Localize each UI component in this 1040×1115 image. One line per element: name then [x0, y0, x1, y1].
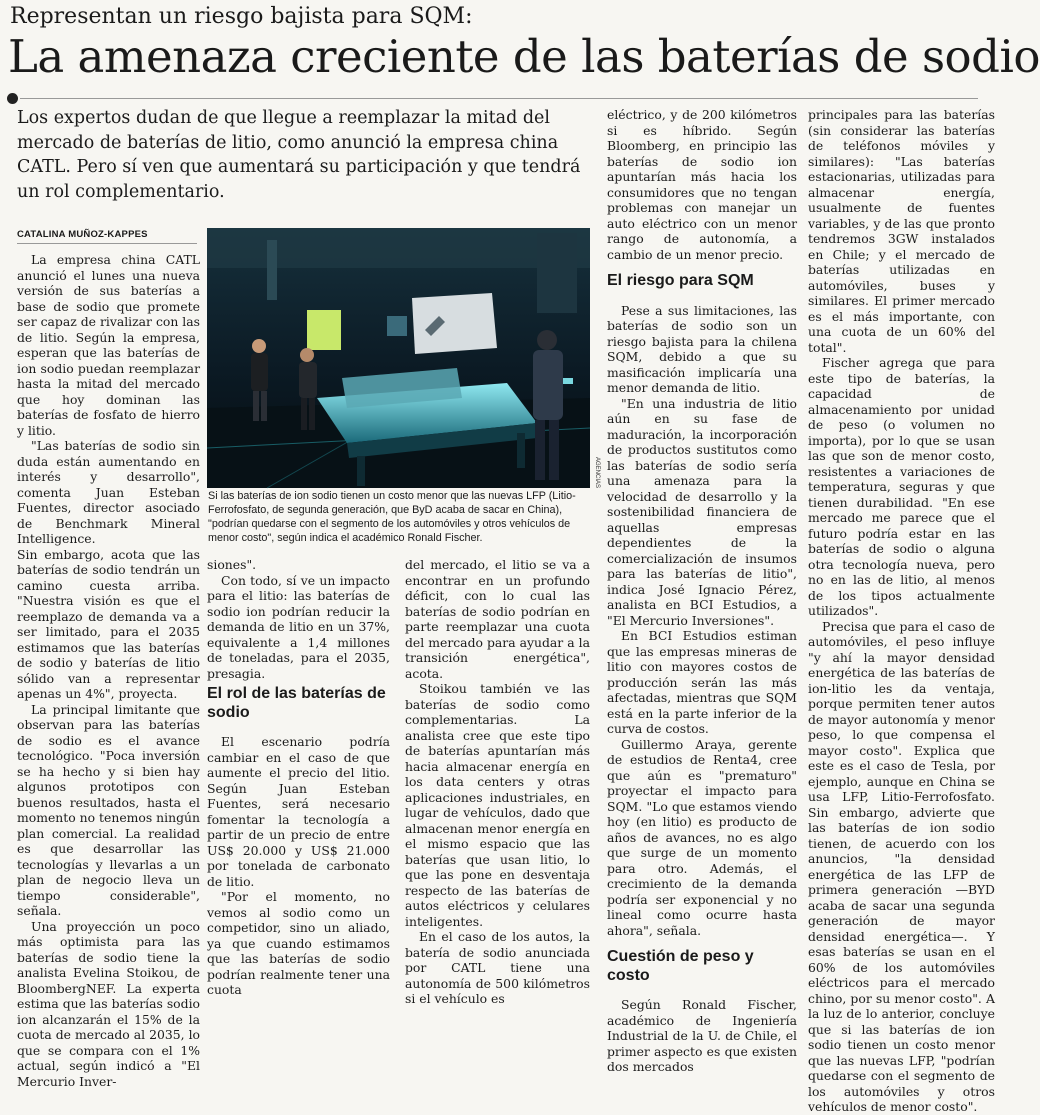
showroom-illustration	[207, 228, 590, 488]
paragraph: "Por el momento, no vemos al sodio como un competidor, sino un aliado, ya que cuando estimamos que las baterías de sodio podrían realmente tener una cuota	[207, 889, 390, 997]
paragraph: En BCI Estudios estiman que las empresas mineras de litio con mayores costos de producción serán las más afectadas, mientras que SQM está en la parte inferior de la curva de costos.	[607, 628, 797, 736]
paragraph: El escenario podría cambiar en el caso de que aumente el precio del litio. Según Juan Esteban Fuentes, será necesario fomentar la tecnología a partir de un precio de entre US$ 20.000 y US$ 21.000 por tonelada de carbonato de litio.	[207, 734, 390, 889]
paragraph: Fischer agrega que para este tipo de baterías, la capacidad de almacenamiento por unidad de peso (o volumen no importa), por lo que se usan las que son de menor costo, resistentes a variaciones de temperatura, seguras y que tienen durabilidad. "En ese mercado me parece que el futuro podría estar en las baterías de sodio o alguna otra tecnología nueva, pero no en las de litio, al menos de los tipos actualmente utilizados".	[808, 355, 995, 618]
subheading: Cuestión de peso y costo	[607, 948, 754, 984]
subheading: El rol de las baterías de sodio	[207, 685, 386, 721]
paragraph: eléctrico, y de 200 kilómetros si es híbrido. Según Bloomberg, en principio las baterías de sodio ion apuntarían más hacia los consumidores que no tengan problemas con manejar un auto eléctrico con un menor rango de autonomía, a cambio de un menor precio.	[607, 107, 797, 262]
column-5	[808, 107, 995, 1114]
column-2	[207, 557, 390, 997]
headline-divider	[20, 98, 978, 99]
paragraph: Una proyección un poco más optimista para las baterías de sodio tiene la analista Evelina Stoikou, de BloombergNEF. La experta estima que las baterías sodio ion alcanzarán el 15% de la cuota de mercado al 2035, lo que se compara con el 1% actual, según indicó a "El Mercurio Inver-	[17, 918, 200, 1089]
paragraph: Con todo, sí ve un impacto para el litio: las baterías de sodio ion podrían reducir la demanda de litio en un 37%, equivalente a 1,4 millones de toneladas, para el 2035, presagia.	[207, 572, 390, 681]
paragraph: Precisa que para el caso de automóviles, el peso influye "y ahí la mayor densidad energética de las baterías de ion-litio les da ventaja, porque permiten tener autos de mayor autonomía y menor peso, lo que compensa el mayor costo". Explica que este es el caso de Tesla, por ejemplo, aunque en China se usa LFP, Litio-Ferrofosfato. Sin embargo, advierte que las baterías de ion sodio tienen, de acuerdo con los anuncios, "la densidad energética de las LFP de primera generación —BYD acaba de sacar una segunda generación de mayor densidad energética—. Y esas baterías se usan en el 60% de los automóviles eléctricos para el mercado chino, por su menor costo". A la luz de lo anterior, concluye que si las baterías de ion sodio tienen un costo menor que las nuevas LFP, "podrían quedarse con el segmento de los automóviles y otros vehículos de menor costo".	[808, 618, 995, 1114]
paragraph: Según Ronald Fischer, académico de Ingeniería Industrial de la U. de Chile, el primer aspecto es que existen dos mercados	[607, 997, 797, 1074]
paragraph: Guillermo Araya, gerente de estudios de Renta4, cree que aún es "prematuro" proyectar el impacto para SQM. "Lo que estamos viendo hoy (en litio) es producto de años de avances, no es algo que surge de un momento para otro. Además, el crecimiento de la demanda podría ser exponencial y no lineal como ocurre hasta ahora", señala.	[607, 736, 797, 938]
deck: Los expertos dudan de que llegue a reemplazar la mitad del mercado de baterías de litio, como anunció la empresa china CATL. Pero sí ven que aumentará su participación y que tendrá un rol complementario.	[17, 108, 581, 202]
column-1	[17, 252, 200, 1089]
paragraph: Sin embargo, acota que las baterías de sodio tendrán un camino cuesta arriba. "Nuestra visión es que el reemplazo de demanda va a ser limitado, para el 2035 estimamos que las baterías de sodio y baterías de litio sólido van a representar apenas un 4%", proyecta.	[17, 546, 200, 701]
headline-bullet-icon	[7, 93, 18, 104]
paragraph: En el caso de los autos, la batería de sodio anunciada por CATL tiene una autonomía de 500 kilómetros si el vehículo es	[405, 929, 590, 1006]
byline: CATALINA MUÑOZ-KAPPES	[17, 229, 197, 244]
paragraph: "Las baterías de sodio sin duda están aumentando en interés y desarrollo", comenta Juan Esteban Fuentes, director asociado de Benchmark Mineral Intelligence.	[17, 438, 200, 546]
paragraph: Stoikou también ve las baterías de sodio como complementarias. La analista cree que este tipo de baterías apuntarían más hacia almacenar energía en los data centers y otras aplicaciones industriales, en lugar de vehículos, dado que almacenan menor energía en el mismo espacio que las baterías que usan litio, lo que las pone en desventaja respecto de las baterías de autos eléctricos y celulares inteligentes.	[405, 681, 590, 929]
photo-credit: AGENCIAS	[594, 456, 600, 488]
article-photo	[207, 228, 590, 488]
kicker: Representan un riesgo bajista para SQM:	[10, 4, 473, 29]
paragraph: La principal limitante que observan para las baterías de sodio es el avance tecnológico. "Poca inversión se ha hecho y si bien hay algunos prototipos con buenos resultados, hasta el momento no tenemos ningún plan comercial. La realidad es que desarrollar las tecnologías y llevarlas a un plan de negocio lleva un tiempo considerable", señala.	[17, 701, 200, 918]
paragraph: "En una industria de litio aún en su fase de maduración, la incorporación de productos sustitutos como las baterías de sodio sería una amenaza para la velocidad de desarrollo y la sostenibilidad financiera de aquellas empresas dependientes de la comercialización de insumos para las baterías de litio", indica José Ignacio Pérez, analista en BCI Estudios, a "El Mercurio Inversiones".	[607, 395, 797, 628]
column-3	[405, 557, 590, 1006]
headline: La amenaza creciente de las baterías de sodio	[8, 30, 1040, 83]
white-display-panel	[412, 293, 497, 354]
paragraph: Pese a sus limitaciones, las baterías de sodio son un riesgo bajista para la chilena SQM, debido a que su masificación implicaría una menor demanda de litio.	[607, 302, 797, 395]
column-4	[607, 107, 797, 1074]
paragraph: La empresa china CATL anunció el lunes una nueva versión de sus baterías a base de sodio que promete ser capaz de rivalizar con las de litio. Según la empresa, esperan que las baterías de ion sodio puedan reemplazar hasta la mitad del mercado que hoy dominan las baterías de fosfato de hierro y litio.	[17, 252, 200, 438]
subheading: El riesgo para SQM	[607, 272, 754, 289]
paragraph: principales para las baterías (sin considerar las baterías de teléfonos móviles y similares): "Las baterías estacionarias, utilizadas para almacenar energía, usualmente de fuentes variables, y de las que pronto tendremos 3GW instalados en Chile; y el mercado de baterías utilizadas en automóviles, buses y similares. El primer mercado es el más importante, con una cuota de un 60% del total".	[808, 107, 995, 355]
green-screen	[307, 310, 341, 350]
photo-caption: Si las baterías de ion sodio tienen un costo menor que las nuevas LFP (Litio-Ferrofosfato, de segunda generación, que ByD acaba de sacar en China), "podrían quedarse con el segmento de los automóviles y otros vehículos de menor costo", según indica el académico Ronald Fischer.	[208, 490, 576, 544]
paragraph: siones".	[207, 557, 257, 572]
paragraph: del mercado, el litio se va a encontrar en un profundo déficit, con lo cual las baterías de sodio podrían en parte reemplazar una cuota del mercado para ayudar a la transición energética", acota.	[405, 557, 590, 681]
